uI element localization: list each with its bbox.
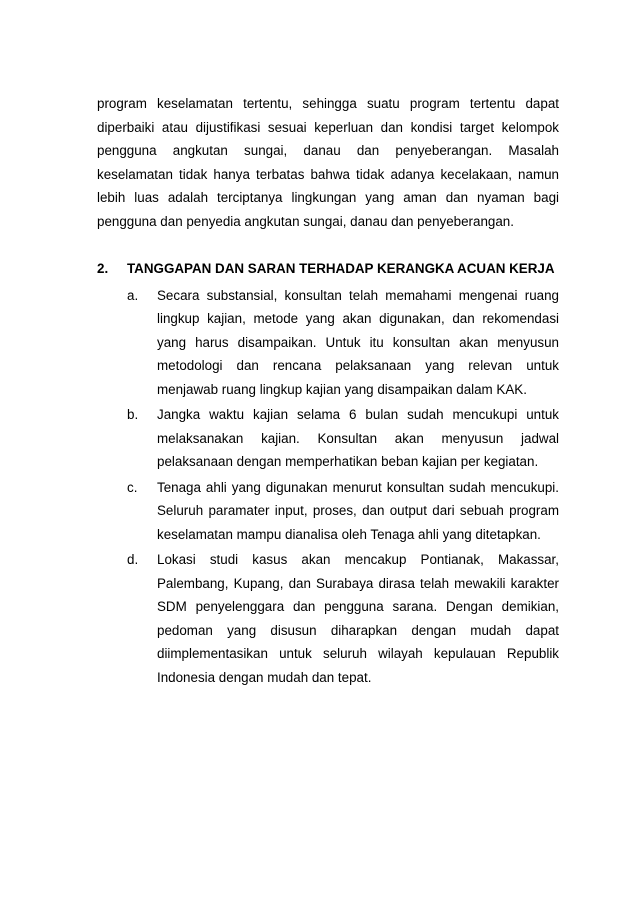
- list-item-c: [97, 476, 559, 547]
- intro-paragraph: [97, 92, 559, 233]
- section-item-list: [97, 284, 559, 690]
- section-heading: [97, 257, 559, 281]
- list-item-letter: b.: [127, 407, 139, 422]
- intro-paragraph-text: program keselamatan tertentu, sehingga suatu program tertentu dapat diperbaiki atau dijustifikasi sesuai keperluan dan kondisi target kelompok pengguna angkutan sungai, danau dan penyeberangan. Masalah keselamatan tidak hanya terbatas bahwa tidak adanya kecelakaan, namun lebih luas adalah terciptanya lingkungan yang aman dan nyaman bagi pengguna dan penyedia angkutan sungai, danau dan penyeberangan.: [97, 96, 559, 229]
- list-item-text: Jangka waktu kajian selama 6 bulan sudah mencukupi untuk melaksanakan kajian. Konsultan akan menyusun jadwal pelaksanaan dengan memperhatikan beban kajian per kegiatan.: [157, 407, 559, 469]
- list-item-letter: d.: [127, 552, 139, 567]
- list-item-a: [97, 284, 559, 402]
- list-item-text: Secara substansial, konsultan telah memahami mengenai ruang lingkup kajian, metode yang akan digunakan, dan rekomendasi yang harus disampaikan. Untuk itu konsultan akan menyusun metodologi dan rencana pelaksanaan yang relevan untuk menjawab ruang lingkup kajian yang disampaikan dalam KAK.: [157, 287, 559, 397]
- list-item-letter: a.: [127, 287, 139, 303]
- document-page: [97, 92, 559, 691]
- section-title: TANGGAPAN DAN SARAN TERHADAP KERANGKA ACUAN KERJA: [127, 261, 555, 276]
- list-item-d: [97, 548, 559, 689]
- list-item-text: Tenaga ahli yang digunakan menurut konsultan sudah mencukupi. Seluruh paramater input, proses, dan output dari sebuah program keselamatan mampu dianalisa oleh Tenaga ahli yang ditetapkan.: [157, 479, 559, 542]
- list-item-letter: c.: [127, 479, 138, 495]
- list-item-b: [97, 403, 559, 474]
- section-number: 2.: [97, 261, 109, 276]
- list-item-text: Lokasi studi kasus akan mencakup Pontianak, Makassar, Palembang, Kupang, dan Surabaya dirasa telah mewakili karakter SDM penyelenggara dan pengguna sarana. Dengan demikian, pedoman yang disusun diharapkan dengan mudah dapat diimplementasikan untuk seluruh wilayah kepulauan Republik Indonesia dengan mudah dan tepat.: [157, 552, 559, 685]
- section-2: [97, 257, 559, 689]
